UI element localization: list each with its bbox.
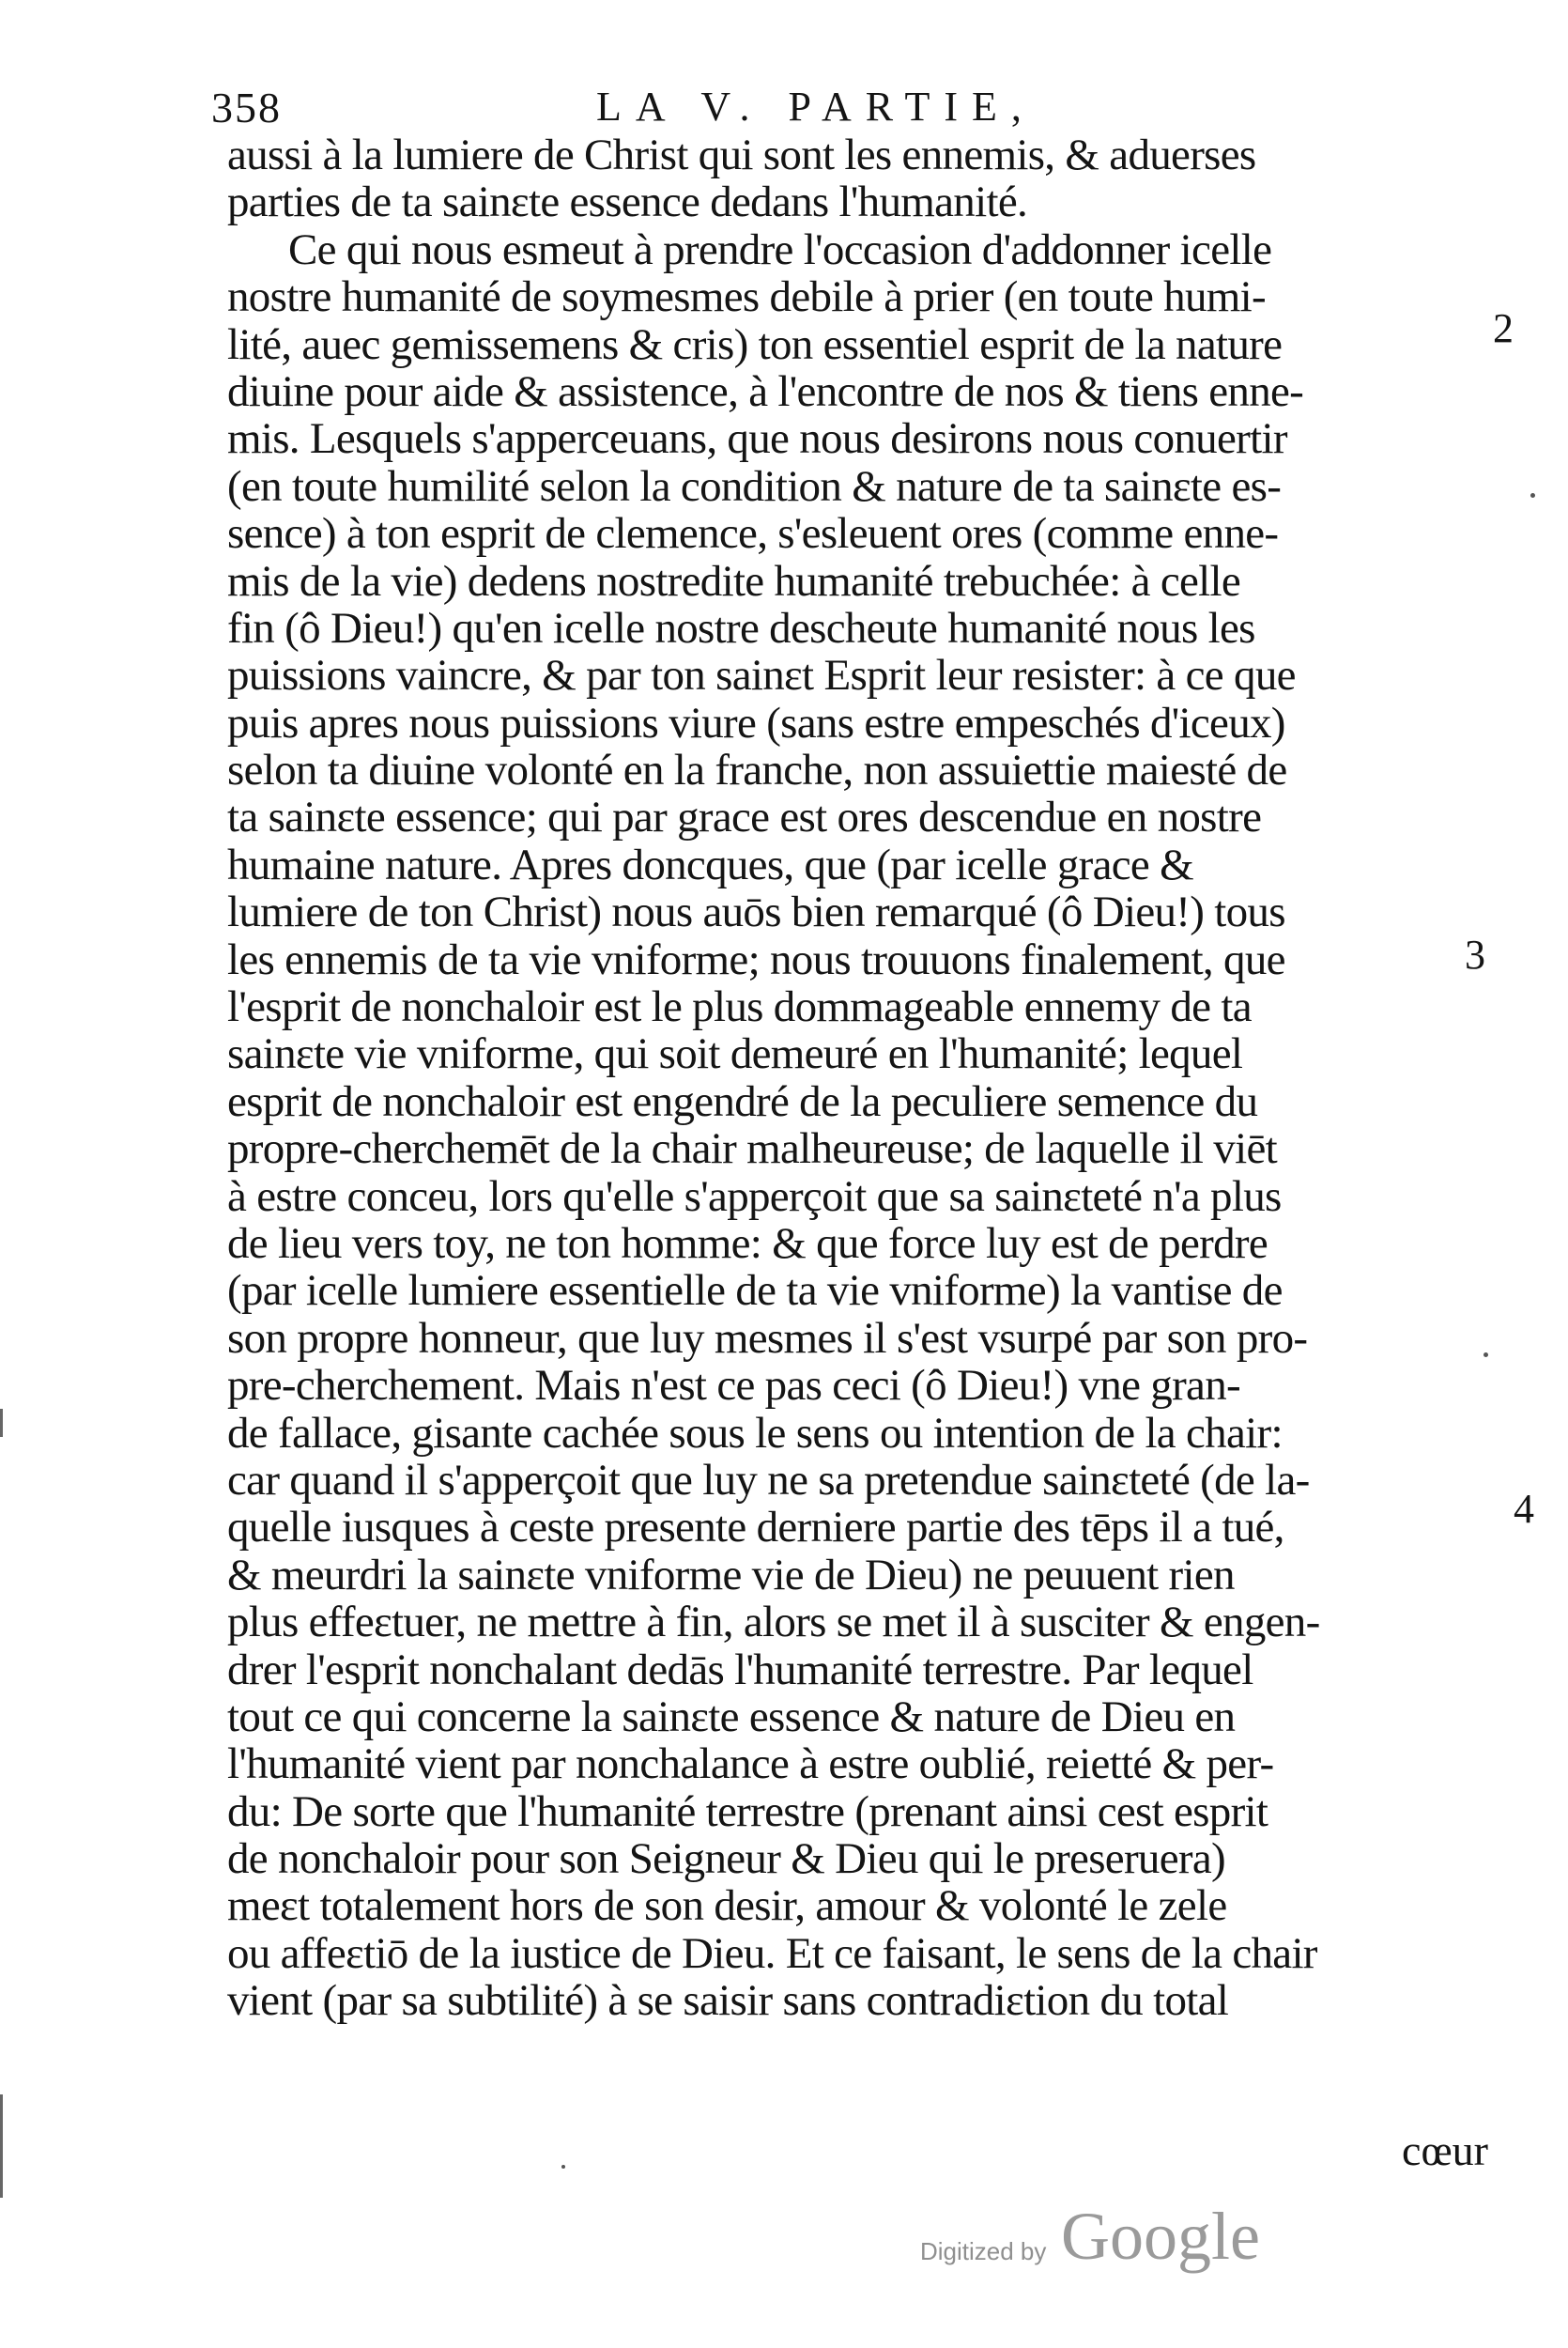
text-line: mis. Lesquels s'apperceuans, que nous desirons nous conuertir bbox=[227, 414, 1287, 464]
text-line: selon ta diuine volonté en la franche, non assuiettie maiesté de bbox=[227, 746, 1287, 796]
text-line: meɛt totalement hors de son desir, amour & volonté le zele bbox=[227, 1881, 1227, 1931]
google-logo: Google bbox=[1061, 2199, 1260, 2274]
text-line: de lieu vers toy, ne ton homme: & que force luy est de perdre bbox=[227, 1218, 1268, 1268]
text-line: diuine pour aide & assistence, à l'encontre de nos & tiens enne- bbox=[227, 366, 1304, 416]
text-line: l'humanité vient par nonchalance à estre oublié, reietté & per- bbox=[227, 1739, 1274, 1789]
text-line: à estre conceu, lors qu'elle s'apperçoit que sa sainɛteté n'a plus bbox=[227, 1171, 1282, 1221]
text-line: les ennemis de ta vie vniforme; nous trouuons finalement, que bbox=[227, 935, 1285, 984]
marginal-number: 4 bbox=[1514, 1486, 1534, 1532]
text-line: lumiere de ton Christ) nous auōs bien remarqué (ô Dieu!) tous bbox=[227, 888, 1285, 937]
text-line: sence) à ton esprit de clemence, s'esleuent ores (comme enne- bbox=[227, 509, 1279, 559]
scan-edge-mark bbox=[0, 1409, 3, 1437]
text-line: vient (par sa subtilité) à se saisir sans contradiɛtion du total bbox=[227, 1976, 1229, 2026]
text-line: aussi à la lumiere de Christ qui sont les ennemis, & aduerses bbox=[227, 131, 1256, 179]
digitized-by-label: Digitized by bbox=[920, 2237, 1047, 2265]
text-line: mis de la vie) dedens nostredite humanité trebuchée: à celle bbox=[227, 556, 1241, 606]
text-line: parties de ta sainɛte essence dedans l'humanité. bbox=[227, 178, 1028, 227]
text-line: puis apres nous puissions viure (sans estre empeschés d'iceux) bbox=[227, 698, 1285, 748]
text-line: humaine nature. Apres doncques, que (par icelle grace & bbox=[227, 840, 1194, 889]
body-text bbox=[227, 131, 1504, 2025]
text-line: de nonchaloir pour son Seigneur & Dieu qui le preseruera) bbox=[227, 1834, 1225, 1884]
text-line: fin (ô Dieu!) qu'en icelle nostre descheute humanité nous les bbox=[227, 603, 1255, 653]
paper-speck bbox=[1530, 493, 1535, 498]
text-line: & meurdri la sainɛte vniforme vie de Dieu) ne peuuent rien bbox=[227, 1550, 1235, 1599]
text-line: sainɛte vie vniforme, qui soit demeuré en l'humanité; lequel bbox=[227, 1029, 1243, 1079]
text-line: puissions vaincre, & par ton sainɛt Esprit leur resister: à ce que bbox=[227, 651, 1296, 701]
text-line: tout ce qui concerne la sainɛte essence & nature de Dieu en bbox=[227, 1691, 1236, 1741]
text-line: propre-cherchemēt de la chair malheureuse; de laquelle il viēt bbox=[227, 1124, 1277, 1174]
page-number: 358 bbox=[211, 84, 282, 131]
text-line: plus effeɛtuer, ne mettre à fin, alors se met il à susciter & engen- bbox=[227, 1598, 1320, 1647]
text-line: nostre humanité de soymesmes debile à prier (en toute humi- bbox=[227, 272, 1266, 322]
text-line: de fallace, gisante cachée sous le sens ou intention de la chair: bbox=[227, 1408, 1283, 1458]
text-line: car quand il s'apperçoit que luy ne sa pretendue sainɛteté (de la- bbox=[227, 1455, 1310, 1505]
text-line: son propre honneur, que luy mesmes il s'est vsurpé par son pro- bbox=[227, 1313, 1308, 1363]
paper-speck bbox=[1483, 1352, 1488, 1357]
paper-speck bbox=[561, 2165, 565, 2169]
text-line: esprit de nonchaloir est engendré de la peculiere semence du bbox=[227, 1076, 1258, 1126]
text-line: ta sainɛte essence; qui par grace est ores descendue en nostre bbox=[227, 793, 1262, 842]
text-line: l'esprit de nonchaloir est le plus dommageable ennemy de ta bbox=[227, 982, 1252, 1032]
running-head: LA V. PARTIE, bbox=[596, 84, 1036, 130]
text-line: pre-cherchement. Mais n'est ce pas ceci (ô Dieu!) vne gran- bbox=[227, 1361, 1240, 1411]
digitized-watermark bbox=[920, 2198, 1258, 2282]
scan-edge-mark bbox=[0, 2094, 3, 2198]
catchword: cœur bbox=[1402, 2126, 1488, 2174]
marginal-number: 2 bbox=[1493, 305, 1514, 351]
text-line: du: De sorte que l'humanité terrestre (prenant ainsi cest esprit bbox=[227, 1786, 1268, 1836]
marginal-number: 3 bbox=[1465, 932, 1485, 978]
text-line: (en toute humilité selon la condition & nature de ta sainɛte es- bbox=[227, 461, 1282, 511]
text-line: quelle iusques à ceste presente derniere partie des tēps il a tué, bbox=[227, 1503, 1284, 1552]
text-line: drer l'esprit nonchalant dedās l'humanité terrestre. Par lequel bbox=[227, 1645, 1253, 1694]
text-line: ou affeɛtiō de la iustice de Dieu. Et ce faisant, le sens de la chair bbox=[227, 1928, 1317, 1978]
text-line: Ce qui nous esmeut à prendre l'occasion d'addonner icelle bbox=[288, 224, 1272, 274]
text-line: (par icelle lumiere essentielle de ta vie vniforme) la vantise de bbox=[227, 1266, 1283, 1316]
text-line: lité, auec gemissemens & cris) ton essentiel esprit de la nature bbox=[227, 319, 1283, 369]
